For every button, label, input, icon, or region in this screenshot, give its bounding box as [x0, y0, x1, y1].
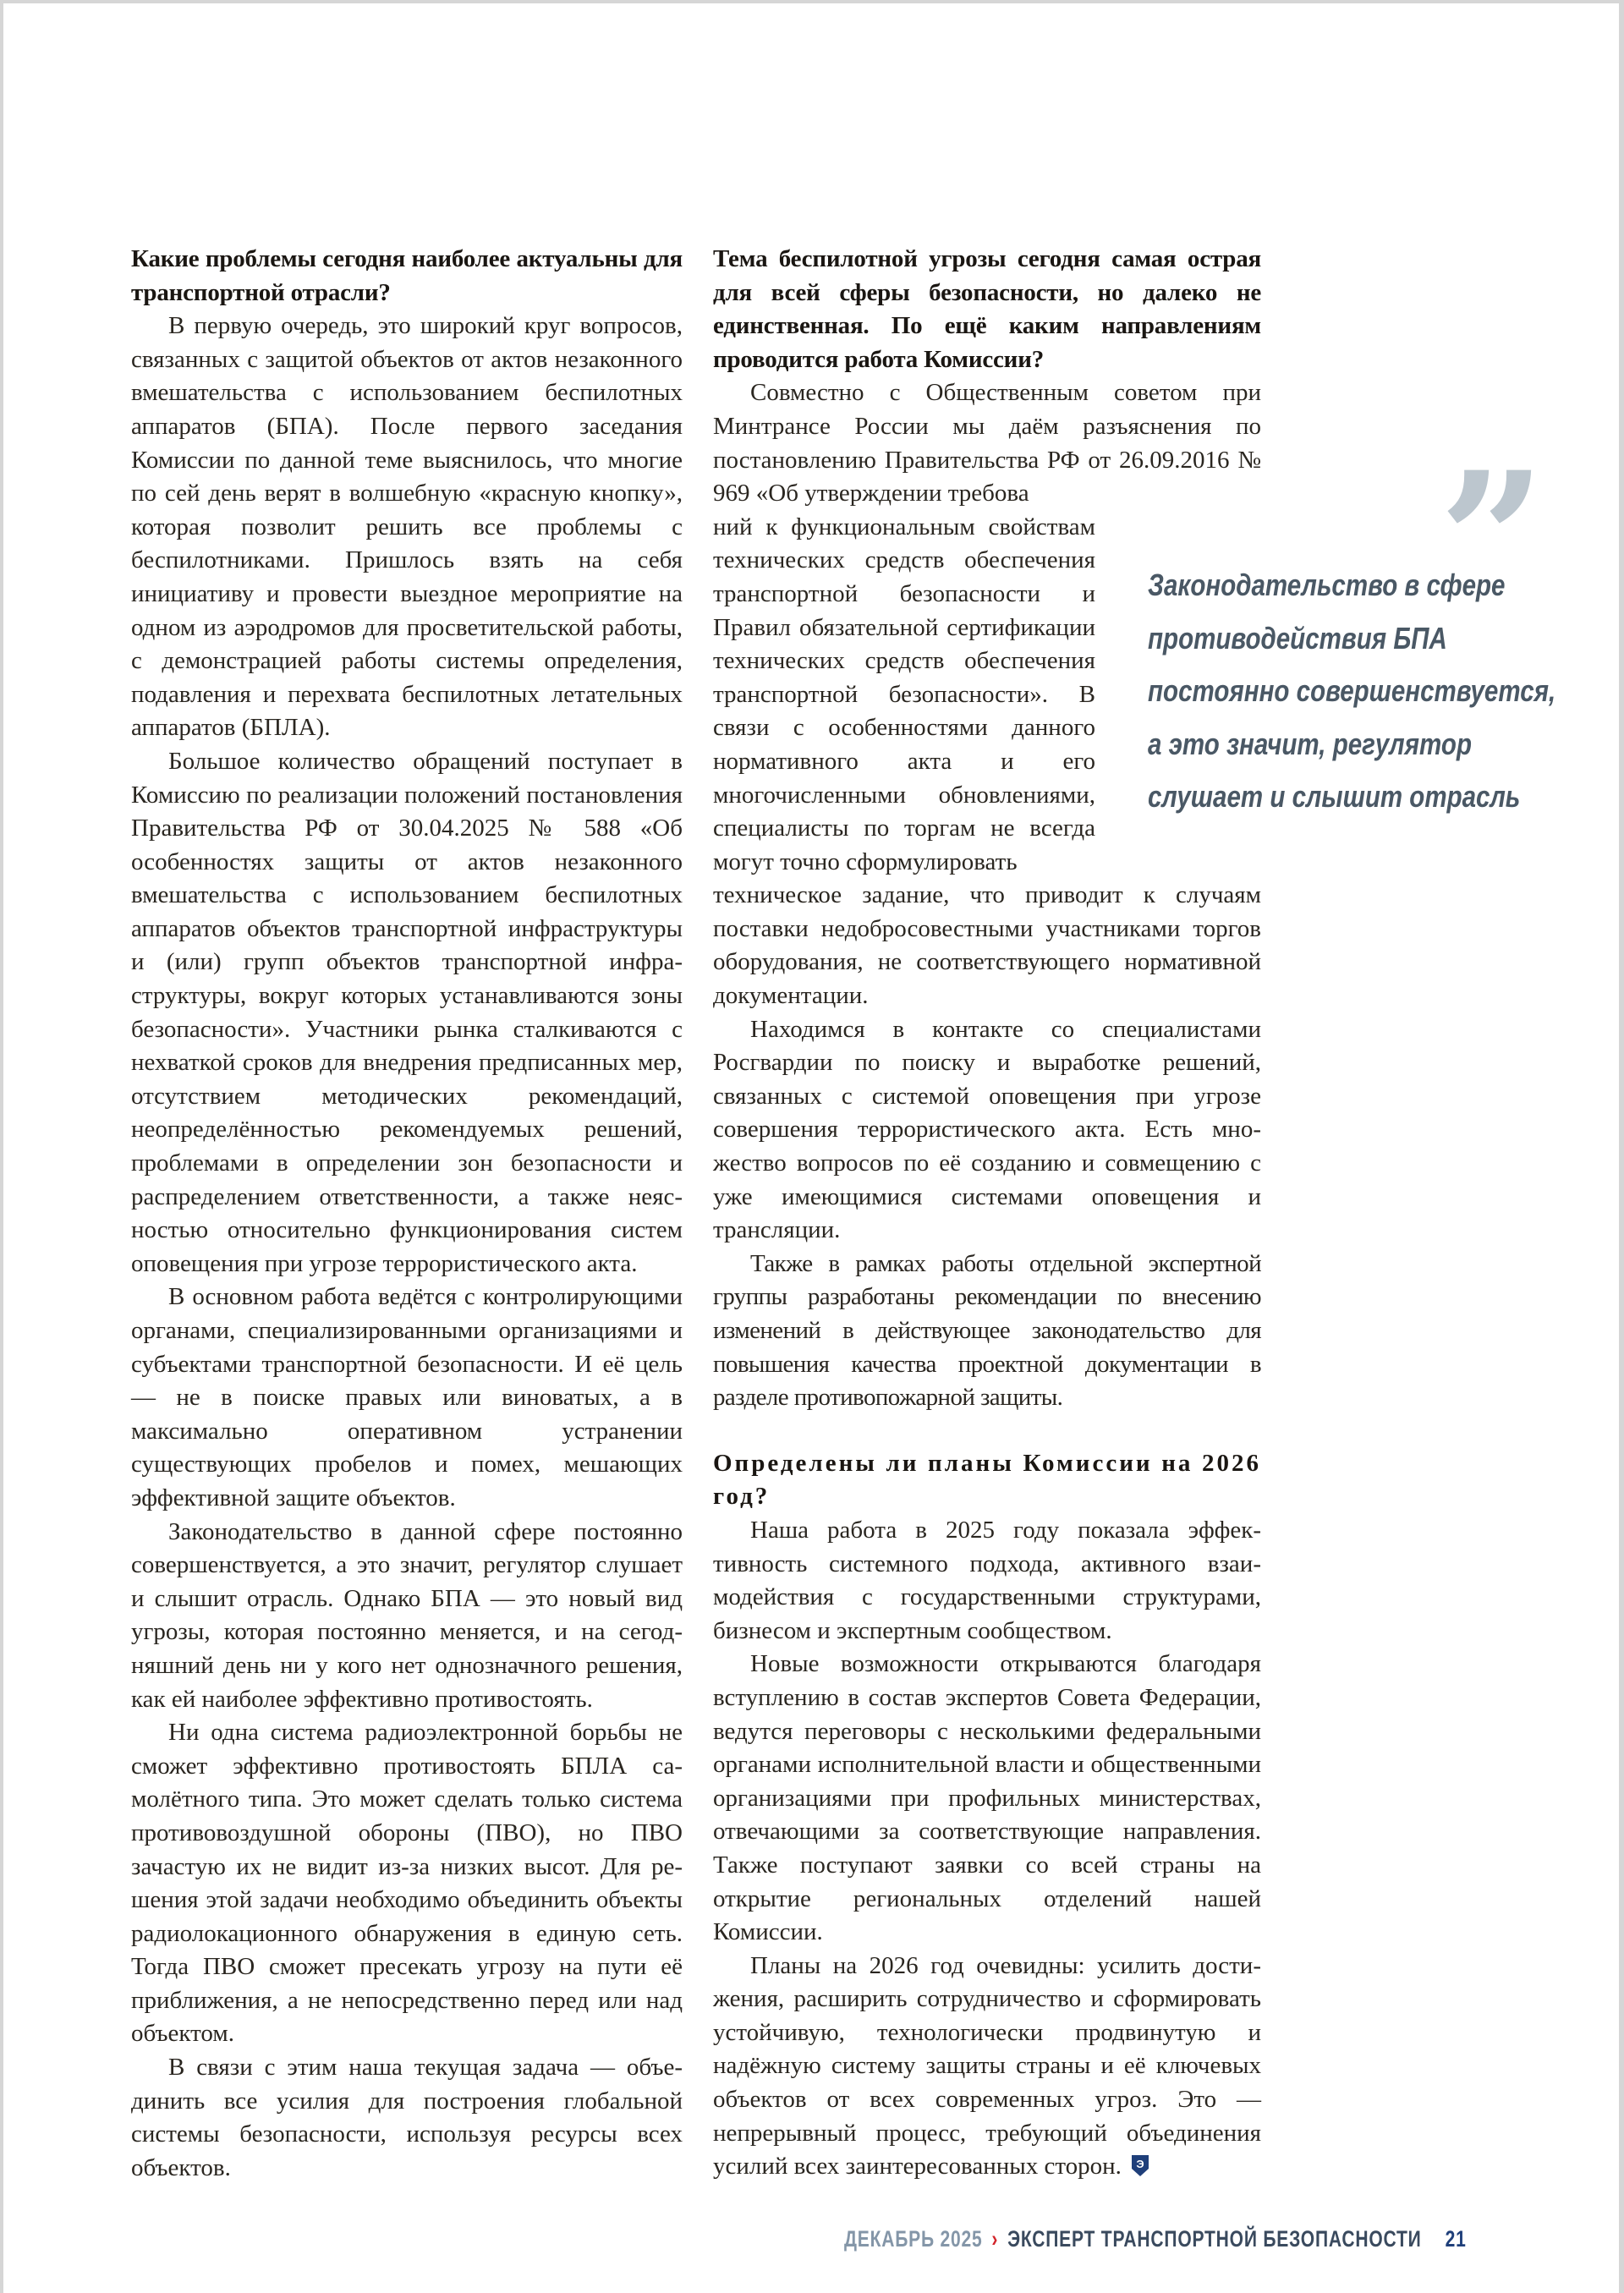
interview-question-3: Определены ли планы Комиссии на 2026 год?: [713, 1449, 1261, 1511]
paragraph-continued: техническое задание, что приводит к случаям поставки недобросовестными участниками торгов оборудования, не соответствующего нормативной документации.: [713, 881, 1261, 1010]
paragraph-wide-part: Совместно с Общественным советом при Минтрансе России мы даём разъяснения по постановлению Правительства РФ от 26.09.2016 № 969 «Об утверждении требова: [713, 379, 1261, 507]
interview-question-2: Тема беспилотной угрозы сегодня самая острая для всей сферы безопасности, но далеко не единственная. По ещё каким направлениям проводится работа Комиссии?: [713, 245, 1261, 373]
left-column: [131, 243, 683, 2185]
end-badge-letter: Э: [1136, 2158, 1144, 2171]
paragraph: Находимся в контакте со специалистами Росгвардии по поиску и выработке решений, связанных с системой оповещения при угрозе совершения террористического акта. Есть множество вопросов по её созданию и совмещению с уже имеющимися системами оповещения и трансляции.: [713, 1015, 1261, 1244]
pull-quote-line: постоянно совершенствуется,: [1148, 673, 1556, 708]
magazine-page: [3, 3, 1619, 2293]
paragraph: В основном работа ведётся с контролирующими органами, специализированными организациями и субъектами транспортной безопасности. И её цель — не в поиске правых или виноватых, а в максимально оперативном устранении существующих пробелов и помех, мешающих эффективной защите объектов.: [131, 1283, 683, 1511]
magazine-title: ЭКСПЕРТ ТРАНСПОРТНОЙ БЕЗОПАСНОСТИ: [1007, 2226, 1422, 2252]
paragraph-wrapped-part: ний к функциональным свойствам технических средств обеспечения транспортной безопасности и Правил обязательной сертификации технических средств обеспечения транспортной безопасности». В связи с особенностями данного нормативного акта и его многочисленными обновлениями, специалисты по торгам не всегда могут точно сформулировать: [713, 513, 1095, 875]
chevron-right-icon: ›: [991, 2226, 999, 2252]
paragraph: Также в рамках работы отдельной экспертной группы разработаны рекомендации по внесению изменений в действующее законодательство для повышения качества проектной документации в разделе противопожарной защиты.: [713, 1249, 1261, 1412]
pull-quote-text: [1148, 559, 1556, 824]
pull-quote-line: Законодательство в сфере: [1148, 568, 1506, 602]
paragraph: Большое количество обращений поступает в Комиссию по реализации положений постановления Правительства РФ от 30.04.2025 № 588 «Об особенностях защиты от актов незаконного вмешательства с использованием беспилотных аппаратов объектов транспортной инфраструктуры и (или) групп объектов транспортной инфраструктуры, вокруг которых устанавливаются зоны безопасности». Участники рынка сталкиваются с нехваткой сроков для внедрения предписанных мер, отсутствием методических рекомендаций, неопределённостью рекомендуемых решений, проблемами в определении зон безопасности и распределением ответственности, а также неясностью относительно функционирования систем оповещения при угрозе террористического акта.: [131, 747, 683, 1277]
pull-quote-line: а это значит, регулятор: [1148, 726, 1472, 761]
page-footer: [844, 2226, 1467, 2252]
issue-date: ДЕКАБРЬ 2025: [844, 2226, 983, 2252]
paragraph: Ни одна система радиоэлектронной борьбы не сможет эффективно противостоять БПЛА самолётного типа. Это может сделать только система противовоздушной обороны (ПВО), но ПВО зачастую их не видит из-за низких высот. Для решения этой задачи необходимо объединить объекты радиолокационного обнаружения в единую сеть. Тогда ПВО сможет пресекать угрозу на пути её приближения, а не непосредственно перед или над объектом.: [131, 1719, 683, 2048]
interview-question-1: Какие проблемы сегодня наиболее актуальны для транспортной отрасли?: [131, 245, 683, 306]
closing-quote-icon: ”: [1439, 431, 1546, 650]
paragraph: Наша работа в 2025 году показала эффективность системного подхода, активного взаимодействия с государственными структурами, бизнесом и экспертным сообществом.: [713, 1516, 1261, 1644]
paragraph-final: [713, 1950, 1261, 2184]
page-number: 21: [1445, 2226, 1467, 2252]
pull-quote: [1141, 431, 1564, 820]
end-of-article-shield-icon: [1130, 2153, 1150, 2177]
paragraph: Законодательство в данной сфере постоянно совершенствуется, а это значит, регулятор слушает и слышит отрасль. Однако БПА — это новый вид угрозы, которая постоянно меняется, и на сегодняшний день ни у кого нет однозначного решения, как ей наиболее эффективно противостоять.: [131, 1517, 683, 1713]
paragraph: Новые возможности открываются благодаря вступлению в состав экспертов Совета Федерации, ведутся переговоры с несколькими федеральными органами исполнительной власти и общественными организациями при профильных министерствах, отвечающими за соответствующие направления. Также поступают заявки со всей страны на открытие региональных отделений нашей Комиссии.: [713, 1650, 1261, 1946]
paragraph-final-text: Планы на 2026 год очевидны: усилить достижения, расширить сотрудничество и сформировать устойчивую, технологически продвинутую и надёжную систему защиты страны и её ключевых объектов от всех современных угроз. Это — непрерывный процесс, требующий объединения усилий всех заинтересованных сторон.: [713, 1951, 1261, 2181]
paragraph: В связи с этим наша текущая задача — объединить все усилия для построения глобальной системы безопасности, используя ресурсы всех объектов.: [131, 2054, 683, 2181]
pull-quote-line: противодействия БПА: [1148, 620, 1447, 656]
section-gap: [713, 1415, 1261, 1447]
paragraph: В первую очередь, это широкий круг вопросов, связанных с защитой объектов от актов незаконного вмешательства с использованием беспилотных аппаратов (БПА). После первого заседания Комиссии по данной теме выяснилось, что многие по сей день верят в волшебную «красную кнопку», которая позволит решить все проблемы с беспилотниками. Пришлось взять на себя инициативу и провести выездное мероприятие на одном из аэродромов для просветительской работы, с демонстрацией работы системы определения, подавления и перехвата беспилотных летательных аппаратов (БПЛА).: [131, 312, 683, 742]
pull-quote-line: слушает и слышит отрасль: [1148, 779, 1521, 814]
